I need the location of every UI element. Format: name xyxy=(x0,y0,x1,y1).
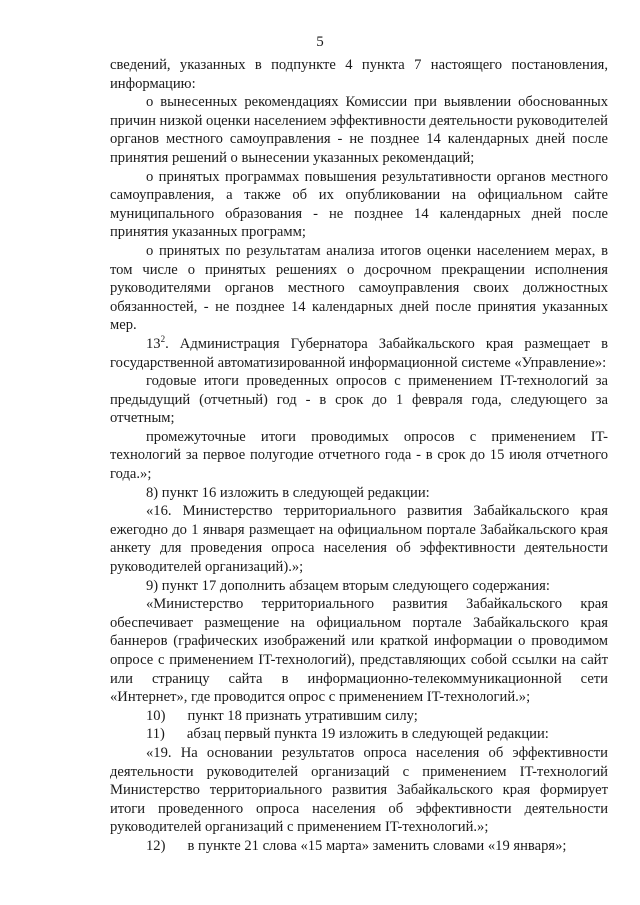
paragraph-7: промежуточные итоги проводимых опросов с применением IT-технологий за первое полугодие отчетного года - в срок до 15 июля отчетного года.»; xyxy=(110,428,608,483)
paragraph-12 xyxy=(110,707,608,726)
item-text: абзац первый пункта 19 изложить в следующей редакции: xyxy=(186,726,549,743)
clause-number: 13 xyxy=(146,335,161,352)
paragraph-1: сведений, указанных в подпункте 4 пункта 7 настоящего постановления, информацию: xyxy=(110,57,608,92)
item-text: пункт 18 признать утратившим силу; xyxy=(187,707,418,724)
item-number: 12) xyxy=(146,837,166,854)
paragraph-14: «19. На основании результатов опроса населения об эффективности деятельности руководителей организаций с применением IT-технологий Министерство территориального развития Забайкальского края формирует итоги проведенного опроса населения об эффективности деятельности руководителей организаций с применением IT-технологий.»; xyxy=(110,744,608,836)
paragraph-4: о принятых по результатам анализа итогов оценки населением мерах, в том числе о принятых решениях о досрочном прекращении исполнения руководителями органов местного самоуправления своих должностных обязанностей, - не позднее 14 календарных дней после принятия указанных мер. xyxy=(110,242,608,334)
clause-text: . Администрация Губернатора Забайкальского края размещает в государственной автоматизированной информационной системе «Управление»: xyxy=(110,335,608,371)
item-text: в пункте 21 слова «15 марта» заменить словами «19 января»; xyxy=(187,837,567,854)
paragraph-5 xyxy=(110,335,608,372)
paragraph-2: о вынесенных рекомендациях Комиссии при выявлении обоснованных причин низкой оценки населением эффективности деятельности руководителей органов местного самоуправления - не позднее 14 календарных дней после принятия решений о вынесении указанных рекомендаций; xyxy=(110,94,608,166)
item-number: 11) xyxy=(146,726,165,743)
document-body xyxy=(110,56,608,856)
paragraph-6: годовые итоги проведенных опросов с применением IT-технологий за предыдущий (отчетный) год - в срок до 1 февраля года, следующего за отчетным; xyxy=(110,373,608,427)
paragraph-13 xyxy=(110,725,608,744)
item-number: 10) xyxy=(146,707,166,724)
paragraph-15 xyxy=(110,837,608,856)
paragraph-8: 8) пункт 16 изложить в следующей редакции: xyxy=(146,484,430,501)
paragraph-11: «Министерство территориального развития Забайкальского края обеспечивает размещение на официальном портале Забайкальского края баннеров (графических изображений или краткой информации о проводимом опросе с применением IT-технологий), представляющих собой ссылки на сайт или страницу сайта в информационно-телекоммуникационной сети «Интернет», где проводится опрос с применением IT-технологий.»; xyxy=(110,596,608,706)
page-number: 5 xyxy=(316,34,324,50)
paragraph-9: «16. Министерство территориального развития Забайкальского края ежегодно до 1 января размещает на официальном портале Забайкальского края анкету для проведения опроса населения об эффективности деятельности руководителей организаций).»; xyxy=(110,503,608,576)
clause-superscript: 2 xyxy=(160,334,166,345)
paragraph-10: 9) пункт 17 дополнить абзацем вторым следующего содержания: xyxy=(146,577,550,594)
paragraph-3: о принятых программах повышения результативности органов местного самоуправления, а также об их опубликовании на официальном сайте муниципального образования - не позднее 14 календарных дней после принятия указанных программ; xyxy=(110,168,608,241)
